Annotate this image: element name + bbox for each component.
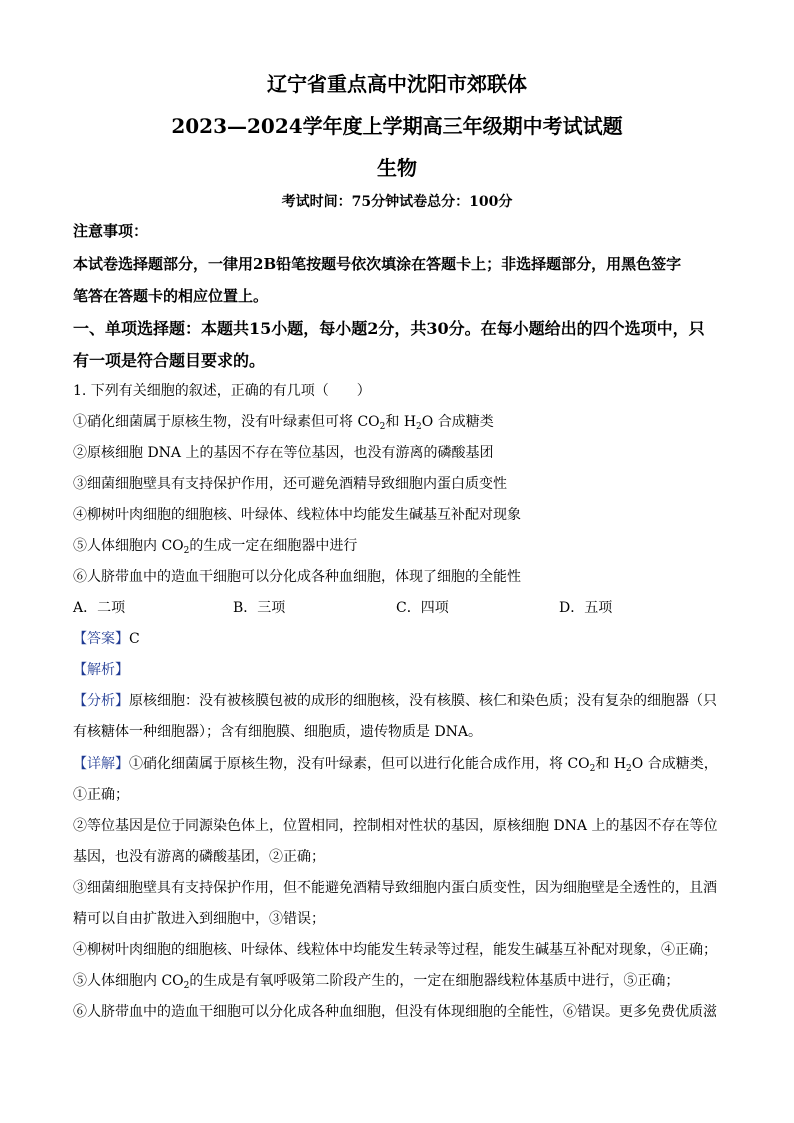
detail-line-1: 【详解】①硝化细菌属于原核生物，没有叶绿素，但可以进行化能合成作用，将 $CO_2$和 $H_2O$ 合成糖类， xyxy=(73,756,718,774)
title-exam: 2023—2024学年度上学期高三年级期中考试试题 xyxy=(171,114,623,138)
statement-1: ①硝化细菌属于原核生物，没有叶绿素但可将 $CO_2$和 $H_2O$ 合成糖类 xyxy=(73,414,494,432)
statement-2: ②原核细胞 DNA 上的基因不存在等位基因，也没有游离的磷酸基团 xyxy=(73,445,494,461)
option-c: C．四项 xyxy=(396,600,449,616)
detail-line-5: ③细菌细胞壁具有支持保护作用，但不能避免酒精导致细胞内蛋白质变性，因为细胞壁是全透性的，且酒 xyxy=(73,880,717,896)
detail-line-9: ⑥人脐带血中的造血干细胞可以分化成各种血细胞，但没有体现细胞的全能性，⑥错误。更多免费优质滋 xyxy=(73,1004,717,1020)
detail-line-4: 基因，也没有游离的磷酸基团，②正确； xyxy=(73,849,325,865)
statement-3: ③细菌细胞壁具有支持保护作用，还可避免酒精导致细胞内蛋白质变性 xyxy=(73,476,507,492)
section-heading-2: 有一项是符合题目要求的。 xyxy=(73,351,266,370)
option-a: A．二项 xyxy=(73,600,126,616)
question-stem: 1. 下列有关细胞的叙述，正确的有几项（ ） xyxy=(73,383,371,399)
statement-6: ⑥人脐带血中的造血干细胞可以分化成各种血细胞，体现了细胞的全能性 xyxy=(73,569,521,585)
statement-4: ④柳树叶肉细胞的细胞核、叶绿体、线粒体中均能发生碱基互补配对现象 xyxy=(73,507,521,523)
detail-line-7: ④柳树叶肉细胞的细胞核、叶绿体、线粒体中均能发生转录等过程，能发生碱基互补配对现象，④正确； xyxy=(73,942,717,958)
answer-line xyxy=(73,628,723,648)
answer-label: 【答案】 xyxy=(73,631,129,647)
detail-line-8: ⑤人体细胞内 $CO_2$的生成是有氧呼吸第二阶段产生的，一定在细胞器线粒体基质中进行，⑤正确； xyxy=(73,973,680,991)
detail-line-3: ②等位基因是位于同源染色体上，位置相同，控制相对性状的基因，原核细胞 DNA 上的基因不存在等位 xyxy=(73,818,718,834)
statement-5: ⑤人体细胞内 $CO_2$的生成一定在细胞器中进行 xyxy=(73,538,358,556)
analysis-label: 【解析】 xyxy=(73,662,129,678)
option-b: B．三项 xyxy=(233,600,286,616)
detail-line-6: 精可以自由扩散进入到细胞中，③错误； xyxy=(73,911,325,927)
notice-heading: 注意事项： xyxy=(73,222,149,240)
answer-value: C xyxy=(129,631,140,647)
notice-line-1: 本试卷选择题部分，一律用2B铅笔按题号依次填涂在答题卡上；非选择题部分，用黑色签字 xyxy=(73,255,682,273)
title-school: 辽宁省重点高中沈阳市郊联体 xyxy=(267,72,527,96)
detail-line-2: ①正确； xyxy=(73,787,129,803)
option-d: D．五项 xyxy=(559,600,613,616)
section-heading-1: 一、单项选择题：本题共15小题，每小题2分，共30分。在每小题给出的四个选项中，只 xyxy=(73,319,705,338)
exam-info: 考试时间：75分钟试卷总分：100分 xyxy=(281,194,513,210)
fenxi-line-2: 有核糖体一种细胞器）；含有细胞膜、细胞质，遗传物质是 DNA。 xyxy=(73,724,483,740)
notice-line-2: 笔答在答题卡的相应位置上。 xyxy=(73,287,269,305)
fenxi-line-1: 【分析】原核细胞：没有被核膜包被的成形的细胞核，没有核膜、核仁和染色质；没有复杂的细胞器（只 xyxy=(73,693,717,709)
title-subject: 生物 xyxy=(377,156,417,180)
